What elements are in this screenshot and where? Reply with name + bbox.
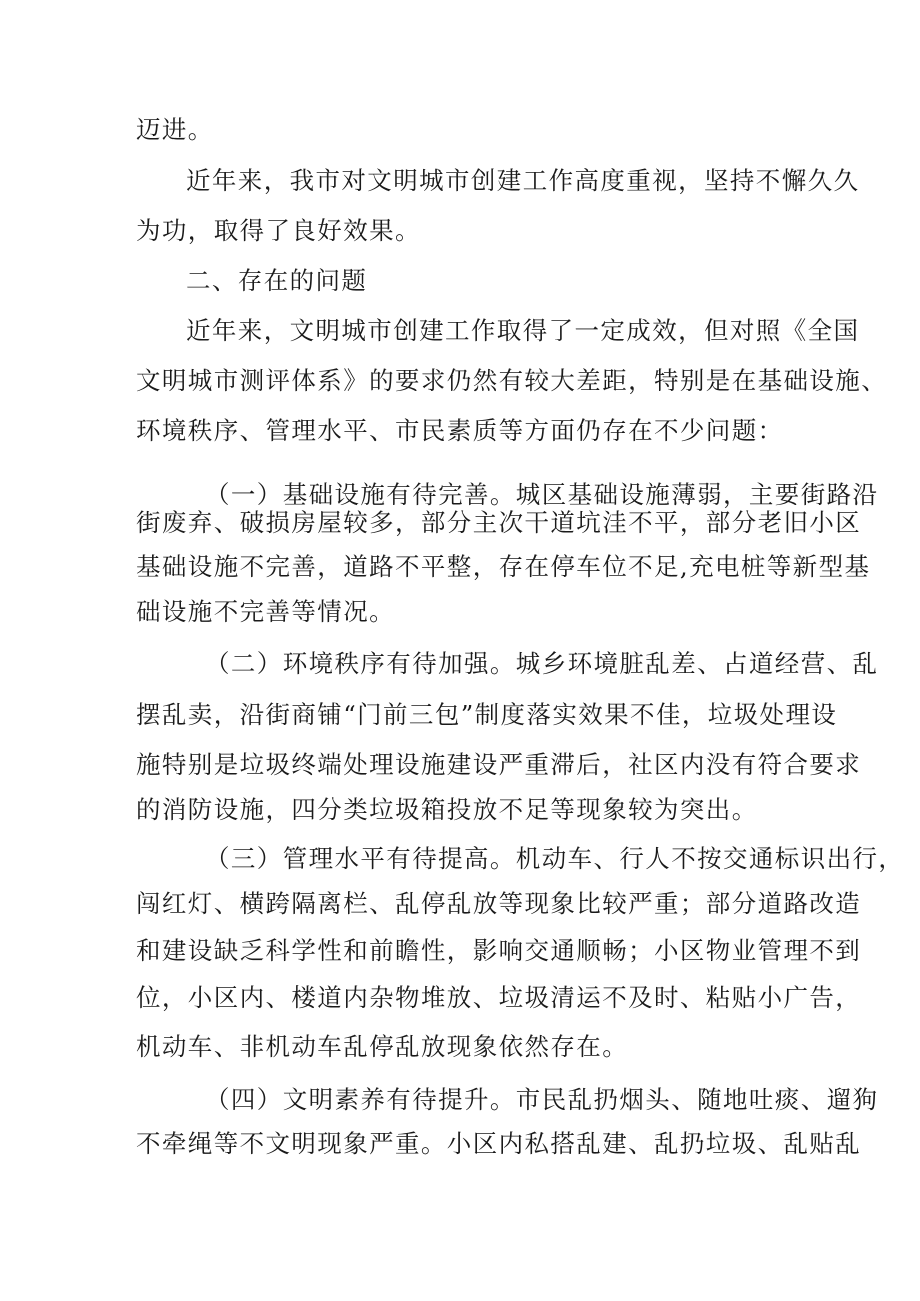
text-line: 文明城市测评体系》的要求仍然有较大差距，特别是在基础设施、 [136,366,888,395]
section-heading: 二、存在的问题 [186,266,368,295]
text-line: （一）基础设施有待完善。城区基础设施薄弱，主要街路沿 [205,480,879,509]
text-line: 位，小区内、楼道内杂物堆放、垃圾清运不及时、粘贴小广告， [136,983,862,1012]
text-line: 基础设施不完善，道路不平整，存在停车位不足,充电桩等新型基 [136,552,871,581]
text-line: 近年来，我市对文明城市创建工作高度重视，坚持不懈久久 [186,166,860,195]
text-line: 机动车、非机动车乱停乱放现象依然存在。 [136,1032,629,1061]
text-line: 础设施不完善等情况。 [136,597,395,626]
text-line: 近年来，文明城市创建工作取得了一定成效，但对照《全国 [186,316,860,345]
text-line: 环境秩序、管理水平、市民素质等方面仍存在不少问题： [136,416,784,445]
text-line: 为功，取得了良好效果。 [136,216,421,245]
text-line: 闯红灯、横跨隔离栏、乱停乱放等现象比较严重；部分道路改造 [136,889,862,918]
text-line: 和建设缺乏科学性和前瞻性，影响交通顺畅；小区物业管理不到 [136,936,862,965]
text-line: 街废弃、破损房屋较多，部分主次干道坑洼不平，部分老旧小区 [136,508,862,537]
text-line: 的消防设施，四分类垃圾箱投放不足等现象较为突出。 [136,795,758,824]
text-line: 施特别是垃圾终端处理设施建设严重滞后，社区内没有符合要求 [136,750,862,779]
text-line: 迈进。 [136,115,214,144]
text-line: （三）管理水平有待提高。机动车、行人不按交通标识出行， [205,844,905,873]
text-line: 不牵绳等不文明现象严重。小区内私搭乱建、乱扔垃圾、乱贴乱 [136,1129,862,1158]
text-line: （二）环境秩序有待加强。城乡环境脏乱差、占道经营、乱 [205,649,879,678]
text-line: 摆乱卖，沿街商铺“门前三包”制度落实效果不佳，垃圾处理设 [136,700,838,729]
text-line: （四）文明素养有待提升。市民乱扔烟头、随地吐痰、遛狗 [205,1085,879,1114]
